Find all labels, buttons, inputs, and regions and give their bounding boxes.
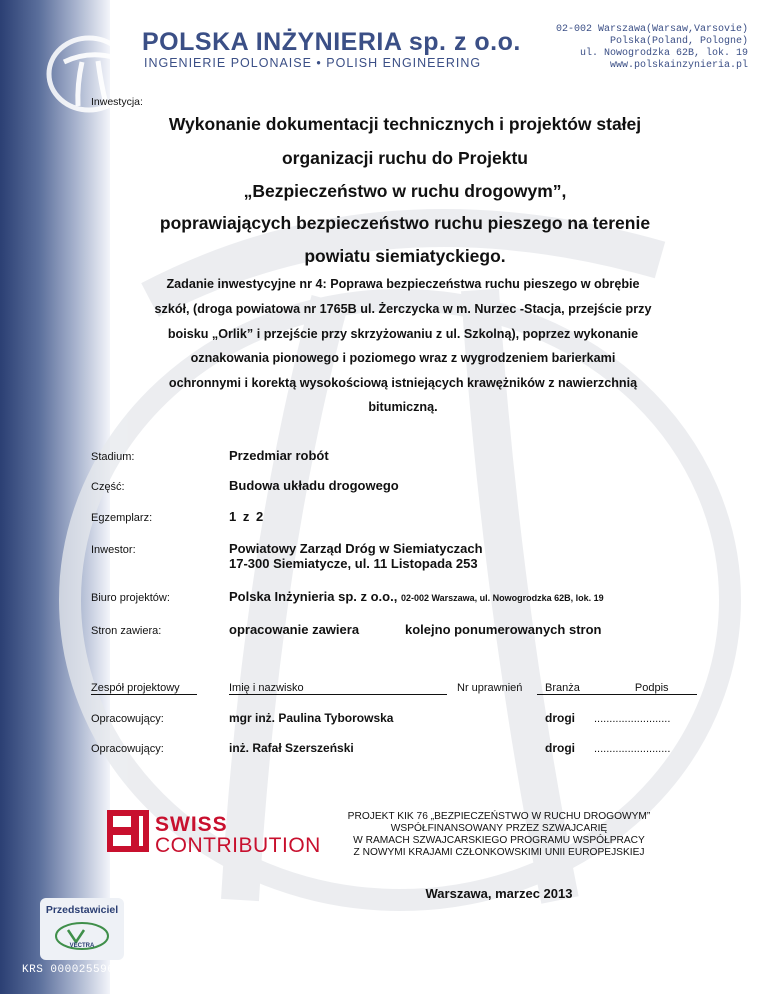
project-note-line: PROJEKT KIK 76 „BEZPIECZEŃSTWO W RUCHU DROGOWYM” [347,811,651,822]
team-row-name: mgr inż. Paulina Tyborowska [229,711,394,725]
company-address [556,24,748,72]
task-description-line: ochronnymi i korektą wysokościową istniejących krawężników z nawierzchnią [168,376,638,390]
office-name: Polska Inżynieria sp. z o.o., [229,589,398,604]
office-value [229,589,604,604]
investment-label: Inwestycja: [91,96,143,108]
pages-value-end: kolejno ponumerowanych stron [405,622,602,637]
copy-value: 1 z 2 [229,509,265,524]
task-description-line: boisku „Orlik” i przejście przy skrzyżowaniu z ul. Szkolną), poprzez wykonanie [167,327,639,341]
license-header: Nr uprawnień [457,682,523,694]
team-row-branch: drogi [545,741,575,755]
team-header: Zespół projektowy [91,682,197,695]
pages-label: Stron zawiera: [91,625,162,637]
investment-title-line: powiatu siemiatyckiego. [304,246,506,266]
svg-text:VECTRA: VECTRA [69,943,95,949]
address-line: Polska(Poland, Pologne) [609,36,748,47]
left-gradient-band [0,0,110,994]
address-line: www.polskainzynieria.pl [609,60,748,71]
task-description-line: Zadanie inwestycyjne nr 4: Poprawa bezpieczeństwa ruchu pieszego w obrębie [166,277,640,291]
signature-line: ......................... [594,743,671,755]
task-description-line: oznakowania pionowego i poziomego wraz z wygrodzeniem barierkami [190,351,616,365]
stadium-label: Stadium: [91,451,135,463]
swiss-contribution-logo-text: SWISS [155,813,228,836]
krs-number: KRS 0000255960 [22,964,122,976]
copy-label: Egzemplarz: [91,512,153,524]
part-label: Część: [91,481,125,493]
team-row-branch: drogi [545,711,575,725]
swiss-flag-icon [107,810,149,852]
office-address: 02-002 Warszawa, ul. Nowogrodzka 62B, lok. 19 [400,593,604,603]
branch-header-label: Branża [545,682,580,694]
stadium-value: Przedmiar robót [229,448,329,463]
part-value: Budowa układu drogowego [229,478,399,493]
project-note-line: W RAMACH SZWAJCARSKIEGO PROGRAMU WSPÓŁPRACY [353,835,645,846]
project-note-line: WSPÓŁFINANSOWANY PRZEZ SZWAJCARIĘ [390,823,608,834]
investment-title-line: Wykonanie dokumentacji technicznych i projektów stałej [168,114,642,134]
representative-label: Przedstawiciel [45,904,119,916]
investor-label: Inwestor: [91,544,136,556]
task-description-line: bitumiczną. [368,400,438,414]
company-subtitle: INGENIERIE POLONAISE • POLISH ENGINEERING [144,56,482,70]
pages-value-start: opracowanie zawiera [229,622,360,637]
investment-title-line: poprawiających bezpieczeństwo ruchu pieszego na terenie [159,213,651,233]
vectra-logo-icon [54,920,110,952]
investor-name: Powiatowy Zarząd Dróg w Siemiatyczach [229,541,483,556]
investment-title-line: organizacji ruchu do Projektu [281,148,528,168]
place-date: Warszawa, marzec 2013 [425,886,573,901]
team-row-name: inż. Rafał Szerszeński [229,741,354,755]
company-name: POLSKA INŻYNIERIA sp. z o.o. [142,28,521,56]
investment-title-line: „Bezpieczeństwo w ruchu drogowym”, [243,181,567,201]
office-label: Biuro projektów: [91,592,170,604]
team-row-role: Opracowujący: [91,713,164,725]
investor-address: 17-300 Siemiatycze, ul. 11 Listopada 253 [229,556,478,571]
team-row-role: Opracowujący: [91,743,164,755]
swiss-contribution-logo-text: CONTRIBUTION [155,834,321,857]
address-line: 02-002 Warszawa(Warsaw,Varsovie) [555,24,748,35]
signature-header-label: Podpis [634,682,669,694]
task-description-line: szkół, (droga powiatowa nr 1765B ul. Żerczycka w m. Nurzec -Stacja, przejście przy [154,302,652,316]
name-header: Imię i nazwisko [229,682,447,695]
project-note-line: Z NOWYMI KRAJAMI CZŁONKOWSKIMI UNII EUROPEJSKIEJ [353,847,645,858]
signature-line: ......................... [594,713,671,725]
branch-header [537,682,697,695]
address-line: ul. Nowogrodzka 62B, lok. 19 [579,48,748,59]
project-note [300,811,698,859]
